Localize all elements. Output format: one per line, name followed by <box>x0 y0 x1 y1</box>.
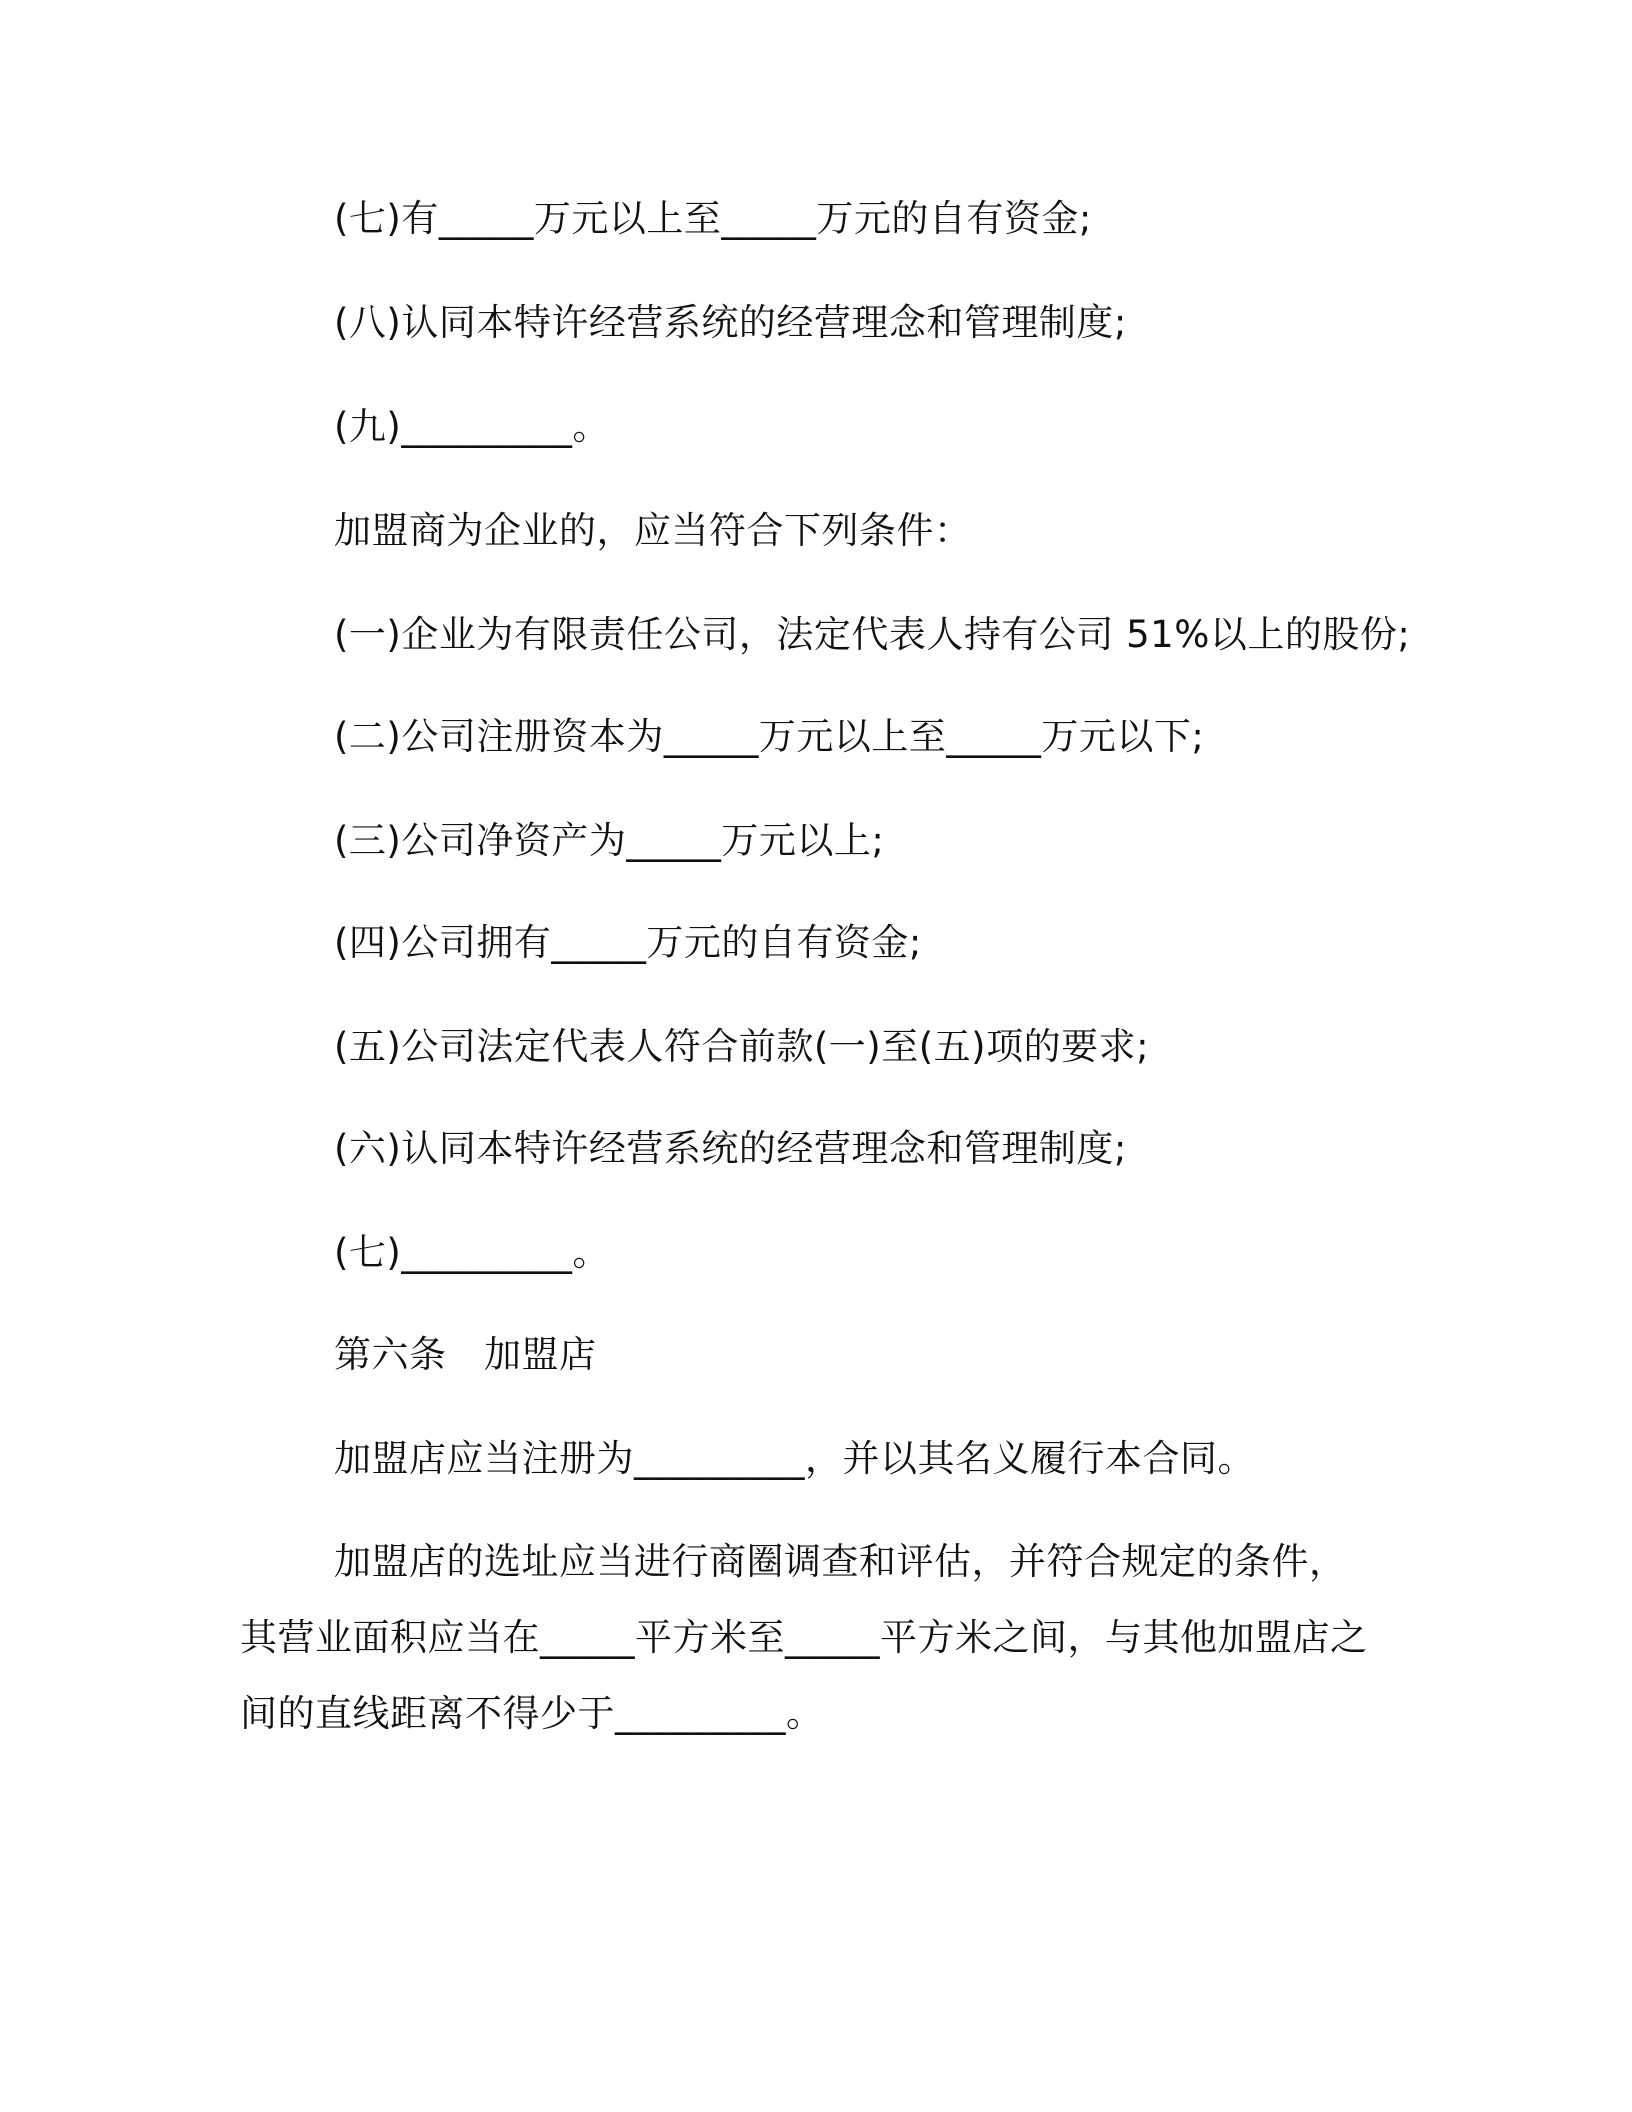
enterprise-clause-7: (七)_________。 <box>334 1231 610 1274</box>
store-location-text: 加盟店的选址应当进行商圈调查和评估，并符合规定的条件，其营业面积应当在_____平方米至_____平方米之间，与其他加盟店之间的直线距离不得少于_________。 <box>240 1540 1368 1735</box>
enterprise-clause-1: (一)企业为有限责任公司，法定代表人持有公司 51%以上的股份; <box>334 613 1411 656</box>
clause-line-9-blank: (九)_________。 <box>334 405 610 448</box>
clause-line-7-own-funds: (七)有_____万元以上至_____万元的自有资金; <box>334 197 1092 240</box>
clause-line-8-management-system: (八)认同本特许经营系统的经营理念和管理制度; <box>334 301 1127 344</box>
article-6-heading: 第六条 加盟店 <box>334 1333 597 1376</box>
enterprise-clause-5: (五)公司法定代表人符合前款(一)至(五)项的要求; <box>334 1025 1150 1068</box>
enterprise-clause-2: (二)公司注册资本为_____万元以上至_____万元以下; <box>334 715 1205 758</box>
enterprise-clause-3: (三)公司净资产为_____万元以上; <box>334 819 885 862</box>
store-location-paragraph <box>240 1524 1380 1752</box>
enterprise-clause-6: (六)认同本特许经营系统的经营理念和管理制度; <box>334 1127 1127 1170</box>
store-registration-line: 加盟店应当注册为_________，并以其名义履行本合同。 <box>334 1437 1255 1480</box>
enterprise-conditions-heading: 加盟商为企业的，应当符合下列条件： <box>334 509 972 552</box>
enterprise-clause-4: (四)公司拥有_____万元的自有资金; <box>334 921 922 964</box>
